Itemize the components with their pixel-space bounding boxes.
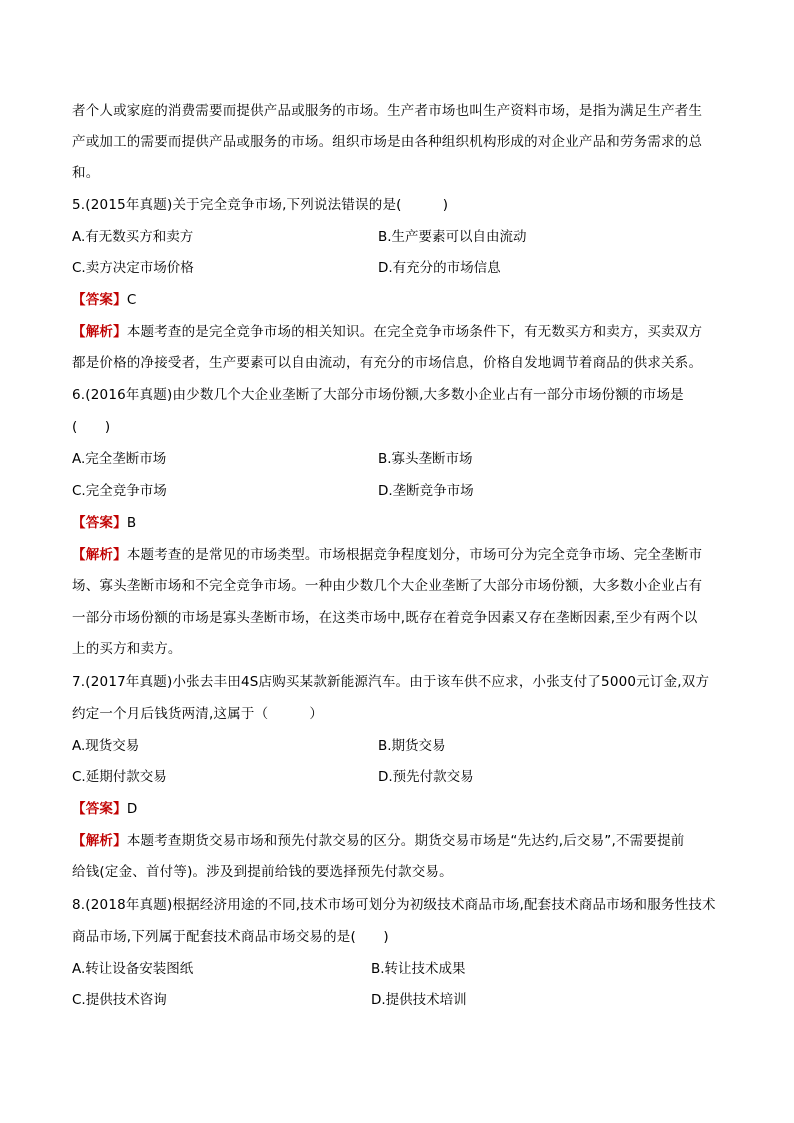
option-b: B.期货交易 xyxy=(378,738,446,754)
option-c: C.延期付款交易 xyxy=(72,769,167,785)
option-a: A.完全垄断市场 xyxy=(72,451,167,467)
answer-label: 【答案】 xyxy=(72,292,127,308)
intro-line: 产或加工的需要而提供产品或服务的市场。组织市场是由各种组织机构形成的对企业产品和劳务需求的总 xyxy=(72,134,703,150)
intro-line: 者个人或家庭的消费需要而提供产品或服务的市场。生产者市场也叫生产资料市场，是指为满足生产者生 xyxy=(72,103,703,119)
analysis-text: 本题考查的是完全竞争市场的相关知识。在完全竞争市场条件下，有无数买方和卖方，买卖双方 xyxy=(126,324,703,340)
answer-label: 【答案】 xyxy=(72,515,127,531)
option-d: D.提供技术培训 xyxy=(371,992,467,1008)
analysis-label: 【解析】 xyxy=(72,324,127,340)
option-a: A.现货交易 xyxy=(72,738,140,754)
answer-label: 【答案】 xyxy=(72,801,127,817)
question-stem: 约定一个月后钱货两清,这属于（ ） xyxy=(72,706,324,722)
question-stem: 7.(2017年真题)小张去丰田4S店购买某款新能源汽车。由于该车供不应求，小张支付了5000元订金,双方 xyxy=(72,674,710,690)
answer-line xyxy=(72,799,137,819)
question-stem: 6.(2016年真题)由少数几个大企业垄断了大部分市场份额,大多数小企业占有一部分市场份额的市场是 xyxy=(72,387,684,403)
answer-line xyxy=(72,290,136,310)
analysis-text: 本题考查的是常见的市场类型。市场根据竞争程度划分，市场可分为完全竞争市场、完全垄断市 xyxy=(126,547,703,563)
option-b: B.生产要素可以自由流动 xyxy=(378,229,527,245)
question-stem: 5.(2015年真题)关于完全竞争市场,下列说法错误的是( ) xyxy=(72,197,449,213)
option-d: D.有充分的市场信息 xyxy=(378,260,501,276)
analysis-line: 场、寡头垄断市场和不完全竞争市场。一种由少数几个大企业垄断了大部分市场份额，大多数小企业占有 xyxy=(72,578,703,594)
intro-line: 和。 xyxy=(72,165,100,181)
option-c: C.完全竞争市场 xyxy=(72,483,167,499)
answer-value: D xyxy=(126,801,138,817)
analysis-line: 上的买方和卖方。 xyxy=(72,641,182,657)
option-a: A.有无数买方和卖方 xyxy=(72,229,194,245)
analysis-label: 【解析】 xyxy=(72,833,127,849)
analysis-line: 一部分市场份额的市场是寡头垄断市场，在这类市场中,既存在着竞争因素又存在垄断因素,至少有两个以 xyxy=(72,610,698,626)
option-a: A.转让设备安装图纸 xyxy=(72,961,194,977)
answer-value: B xyxy=(126,515,137,531)
analysis-text: 本题考查期货交易市场和预先付款交易的区分。期货交易市场是“先达约,后交易”,不需要提前 xyxy=(126,833,685,849)
question-stem: 商品市场,下列属于配套技术商品市场交易的是( ) xyxy=(72,929,389,945)
analysis-line xyxy=(72,831,684,851)
analysis-line xyxy=(72,322,702,342)
analysis-label: 【解析】 xyxy=(72,547,127,563)
answer-line xyxy=(72,513,136,533)
question-stem: 8.(2018年真题)根据经济用途的不同,技术市场可划分为初级技术商品市场,配套技术商品市场和服务性技术 xyxy=(72,897,716,913)
option-b: B.转让技术成果 xyxy=(371,961,466,977)
analysis-line: 都是价格的净接受者，生产要素可以自由流动，有充分的市场信息，价格自发地调节着商品的供求关系。 xyxy=(72,355,703,371)
question-stem: ( ) xyxy=(72,419,111,435)
analysis-line xyxy=(72,545,702,565)
analysis-line: 给钱(定金、首付等)。涉及到提前给钱的要选择预先付款交易。 xyxy=(72,864,453,880)
answer-value: C xyxy=(126,292,137,308)
option-c: C.提供技术咨询 xyxy=(72,992,167,1008)
option-d: D.垄断竞争市场 xyxy=(378,483,474,499)
option-b: B.寡头垄断市场 xyxy=(378,451,473,467)
option-c: C.卖方决定市场价格 xyxy=(72,260,194,276)
option-d: D.预先付款交易 xyxy=(378,769,474,785)
